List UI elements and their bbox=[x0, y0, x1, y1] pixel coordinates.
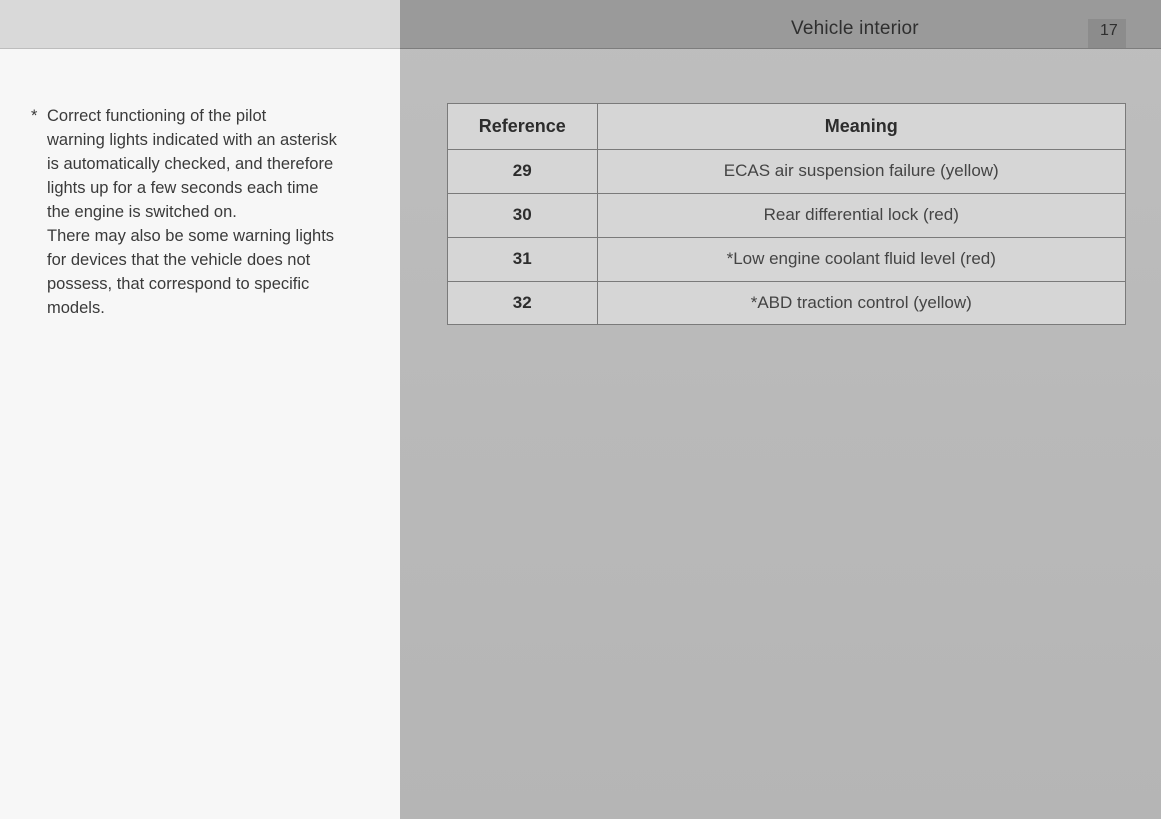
note-line: possess, that correspond to specific bbox=[47, 275, 310, 293]
page-number: 17 bbox=[1100, 22, 1118, 39]
note-line: is automatically checked, and therefore bbox=[47, 155, 334, 173]
warning-light-table bbox=[447, 103, 1126, 325]
meaning-cell: *ABD traction control (yellow) bbox=[750, 292, 972, 312]
left-header-band bbox=[0, 0, 400, 49]
table-row bbox=[448, 193, 1125, 237]
meaning-cell: *Low engine coolant fluid level (red) bbox=[597, 237, 1125, 281]
reference-cell: 30 bbox=[448, 193, 597, 237]
table-row bbox=[448, 237, 1125, 281]
reference-column-header: Reference bbox=[448, 104, 597, 150]
table-row bbox=[448, 281, 1125, 324]
section-title: Vehicle interior bbox=[791, 18, 919, 39]
note-line: for devices that the vehicle does not bbox=[47, 251, 311, 269]
note-line: lights up for a few seconds each time bbox=[47, 179, 319, 197]
reference-cell: 32 bbox=[448, 281, 597, 324]
note-line: There may also be some warning lights bbox=[47, 227, 335, 245]
meaning-column-header: Meaning bbox=[597, 104, 1125, 150]
note-line: models. bbox=[47, 299, 105, 317]
meaning-cell: ECAS air suspension failure (yellow) bbox=[597, 150, 1125, 194]
reference-cell: 31 bbox=[448, 237, 597, 281]
note-line: the engine is switched on. bbox=[47, 203, 237, 221]
table-row bbox=[448, 150, 1125, 194]
warning-light-note bbox=[47, 104, 377, 320]
note-line: warning lights indicated with an asterisk bbox=[47, 131, 337, 149]
reference-meaning-table bbox=[448, 104, 1125, 324]
meaning-cell: Rear differential lock (red) bbox=[597, 193, 1125, 237]
reference-cell: 29 bbox=[448, 150, 597, 194]
note-marker: * bbox=[31, 107, 38, 125]
note-line: Correct functioning of the pilot bbox=[47, 107, 267, 125]
right-header-band bbox=[400, 0, 1161, 49]
table-header-row bbox=[448, 104, 1125, 150]
